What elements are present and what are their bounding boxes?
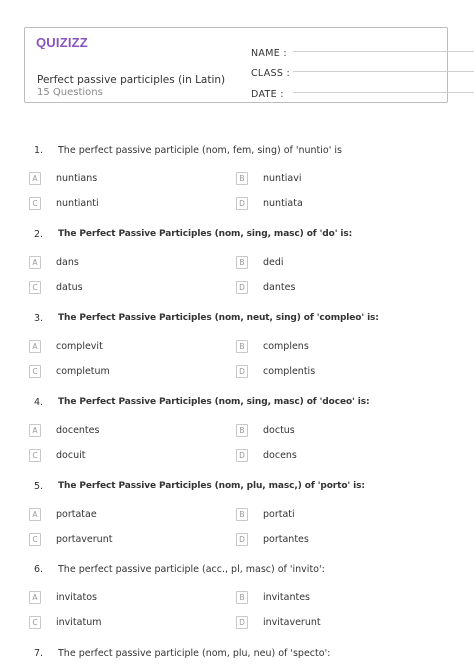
quizizz-logo-icon	[36, 35, 90, 49]
option-text: portaverunt	[56, 534, 113, 545]
option-text: invitaverunt	[263, 617, 321, 628]
option-text: invitatos	[56, 592, 97, 603]
option-letter-box[interactable]: D	[236, 197, 248, 210]
question-text: The perfect passive participle (nom, fem, sing) of 'nuntio' is	[58, 145, 342, 156]
name-field[interactable]	[251, 41, 287, 59]
option-letter-box[interactable]: B	[236, 172, 248, 185]
option-text: portati	[263, 509, 295, 520]
question-number: 5.	[34, 481, 44, 492]
option-letter-box[interactable]: B	[236, 591, 248, 604]
question-number: 3.	[34, 313, 44, 324]
option-text: dantes	[263, 282, 296, 293]
option-text: portatae	[56, 509, 97, 520]
option-letter-box[interactable]: D	[236, 365, 248, 378]
option-text: portantes	[263, 534, 309, 545]
option-text: complentis	[263, 366, 316, 377]
worksheet-question-count: 15 Questions	[37, 87, 103, 98]
option-text: docens	[263, 450, 297, 461]
option-text: invitantes	[263, 592, 311, 603]
option-letter-box[interactable]: A	[29, 508, 41, 521]
option-text: doctus	[263, 425, 295, 436]
option-letter-box[interactable]: B	[236, 256, 248, 269]
option-text: nuntiavi	[263, 173, 302, 184]
question-number: 6.	[34, 564, 44, 575]
date-label: DATE :	[251, 89, 284, 100]
option-letter-box[interactable]: D	[236, 533, 248, 546]
option-letter-box[interactable]: A	[29, 172, 41, 185]
option-letter-box[interactable]: C	[29, 281, 41, 294]
date-field[interactable]	[251, 82, 284, 100]
svg-text:QUIZIZZ: QUIZIZZ	[36, 35, 88, 49]
question-text: The Perfect Passive Participles (nom, sing, masc) of 'doceo' is:	[58, 397, 370, 407]
question-text: The perfect passive participle (nom, plu, neu) of 'specto':	[58, 648, 331, 659]
name-line[interactable]	[293, 51, 474, 52]
option-letter-box[interactable]: C	[29, 616, 41, 629]
option-text: invitatum	[56, 617, 102, 628]
question-text: The Perfect Passive Participles (nom, sing, masc) of 'do' is:	[58, 229, 353, 239]
name-label: NAME :	[251, 48, 287, 59]
question-number: 2.	[34, 229, 44, 240]
option-letter-box[interactable]: C	[29, 197, 41, 210]
option-text: docentes	[56, 425, 100, 436]
option-letter-box[interactable]: D	[236, 281, 248, 294]
option-letter-box[interactable]: B	[236, 424, 248, 437]
date-line[interactable]	[293, 92, 474, 93]
option-text: nuntianti	[56, 198, 99, 209]
option-letter-box[interactable]: C	[29, 365, 41, 378]
class-line[interactable]	[293, 71, 474, 72]
option-letter-box[interactable]: C	[29, 533, 41, 546]
class-field[interactable]	[251, 61, 291, 79]
option-text: completum	[56, 366, 110, 377]
question-number: 7.	[34, 648, 44, 659]
quizizz-logo	[36, 34, 90, 50]
option-letter-box[interactable]: A	[29, 424, 41, 437]
option-letter-box[interactable]: A	[29, 591, 41, 604]
option-letter-box[interactable]: A	[29, 256, 41, 269]
option-text: dedi	[263, 257, 284, 268]
class-label: CLASS :	[251, 68, 291, 79]
option-text: nuntiata	[263, 198, 303, 209]
option-text: dans	[56, 257, 79, 268]
option-text: datus	[56, 282, 83, 293]
question-number: 1.	[34, 145, 44, 156]
option-letter-box[interactable]: C	[29, 449, 41, 462]
option-text: complens	[263, 341, 309, 352]
option-letter-box[interactable]: B	[236, 340, 248, 353]
option-letter-box[interactable]: B	[236, 508, 248, 521]
option-text: complevit	[56, 341, 103, 352]
option-text: nuntians	[56, 173, 98, 184]
option-text: docuit	[56, 450, 86, 461]
question-text: The perfect passive participle (acc., pl, masc) of 'invito':	[58, 564, 325, 575]
option-letter-box[interactable]: D	[236, 449, 248, 462]
option-letter-box[interactable]: D	[236, 616, 248, 629]
option-letter-box[interactable]: A	[29, 340, 41, 353]
question-text: The Perfect Passive Participles (nom, neut, sing) of 'compleo' is:	[58, 313, 379, 323]
question-number: 4.	[34, 397, 44, 408]
worksheet-title: Perfect passive participles (in Latin)	[37, 74, 226, 86]
question-text: The Perfect Passive Participles (nom, plu, masc,) of 'porto' is:	[58, 481, 365, 491]
